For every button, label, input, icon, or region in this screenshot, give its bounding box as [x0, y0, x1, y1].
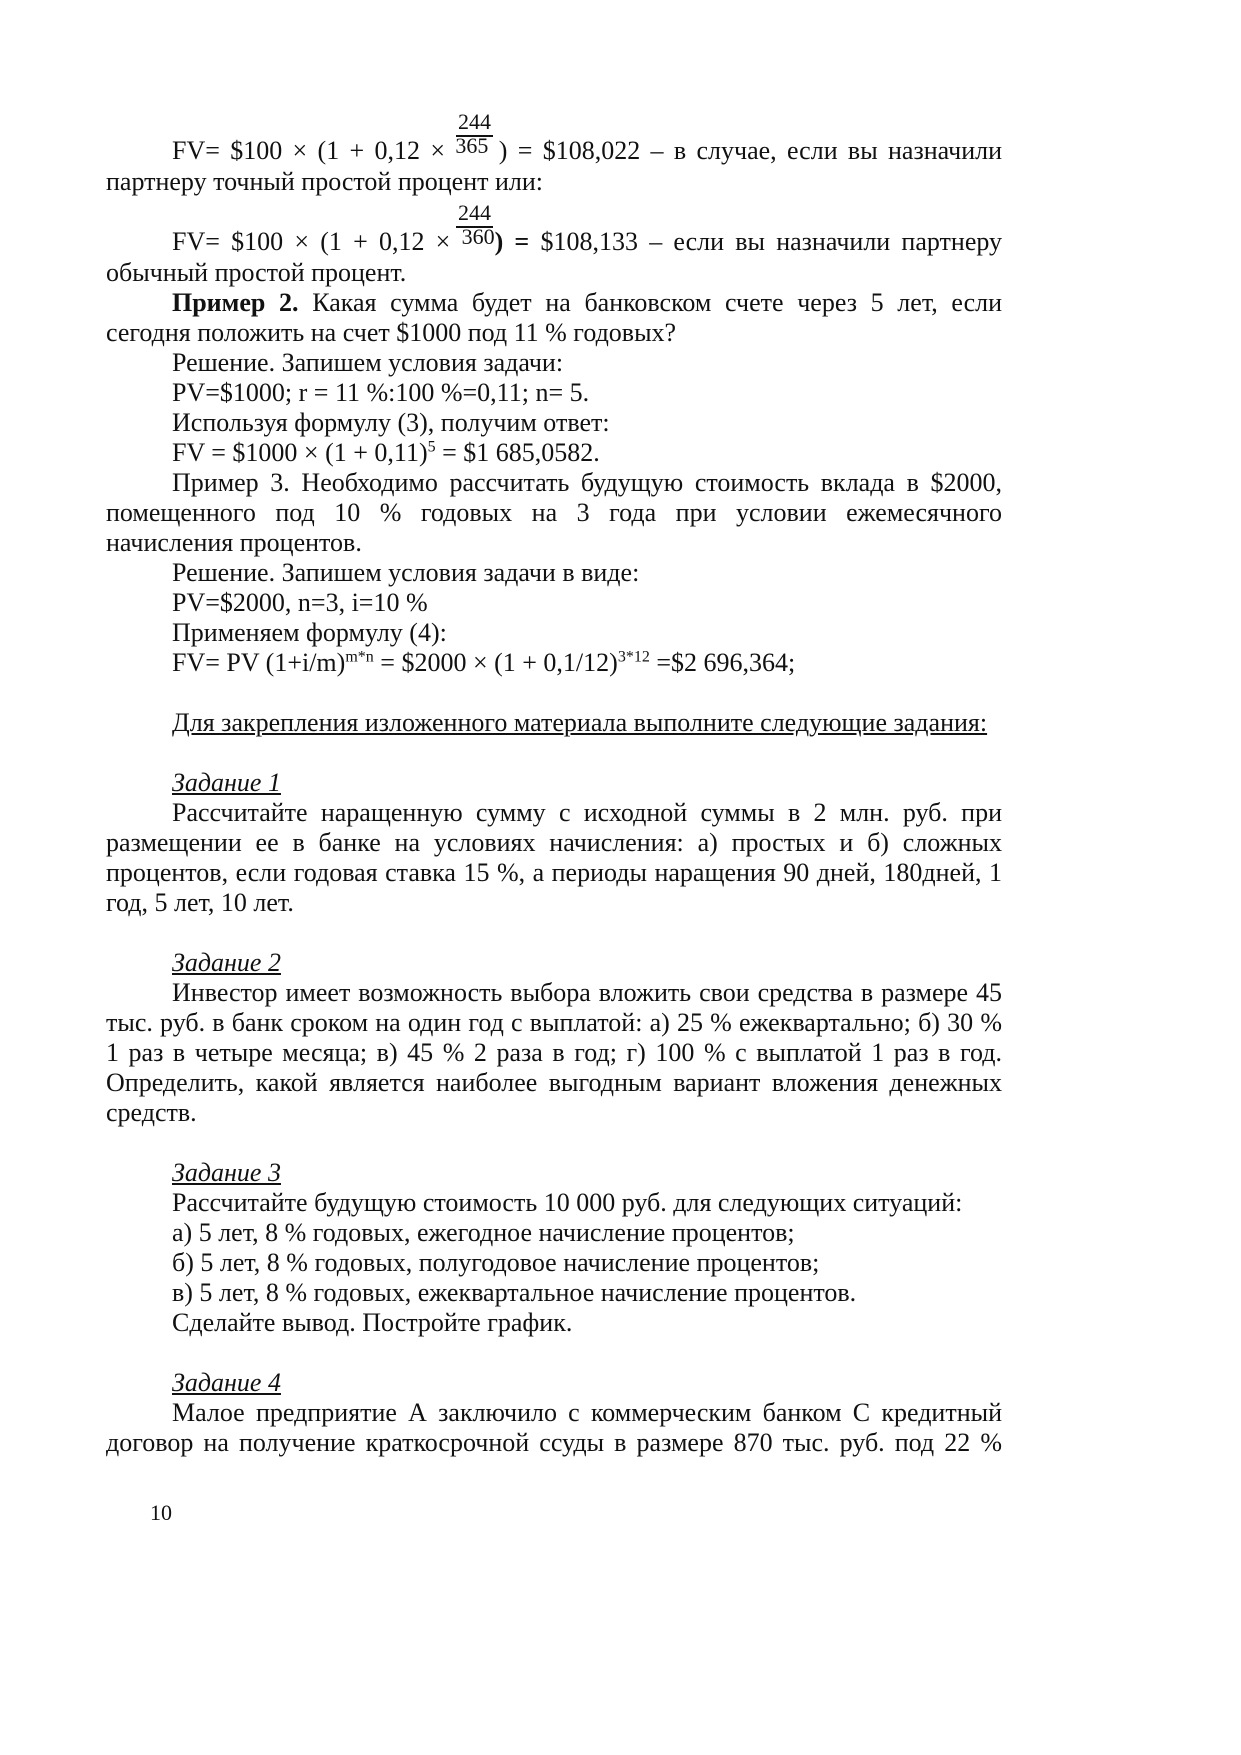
solution-line: Используя формулу (3), получим ответ: [172, 408, 610, 437]
task-line: б) 5 лет, 8 % годовых, полугодовое начисление процентов; [172, 1248, 820, 1277]
task-line: Сделайте вывод. Постройте график. [172, 1308, 573, 1337]
exponent: m*n [345, 648, 374, 666]
solution-line: Решение. Запишем условия задачи: [172, 348, 564, 377]
document-page [106, 106, 1002, 1458]
page-number: 10 [150, 1500, 172, 1525]
formula-text: $108,133 – если вы назначили партнеру обычный простой процент. [106, 227, 1003, 287]
task-text: Малое предприятие А заключило с коммерческим банком С кредитный договор на получение краткосрочной ссуды в размере 870 тыс. руб. под 22 % [106, 1398, 1002, 1457]
task-title: Задание 1 [172, 768, 281, 797]
formula-text: FV= $100 × (1 + 0,12 × [172, 227, 451, 256]
formula-text: ) = $108,022 – в случае, если вы назначили партнеру точный простой процент или: [106, 136, 1003, 196]
solution-line: Решение. Запишем условия задачи в виде: [172, 558, 640, 587]
exponent: 3*12 [617, 648, 650, 666]
example-2 [106, 288, 1002, 348]
numerator: 244 [456, 109, 493, 137]
solution-line: PV=$1000; r = 11 %:100 %=0,11; n= 5. [172, 378, 590, 407]
task-text: Инвестор имеет возможность выбора вложить свои средства в размере 45 тыс. руб. в банк сроком на один год с выплатой: а) 25 % ежеквартально; б) 30 % 1 раз в четыре месяца; в) 45 % 2 раза в год; г) 100 % с выплатой 1 раз в год. Определить, какой является наиболее выгодным вариант вложения денежных средств. [106, 978, 1002, 1127]
denominator: 365 [455, 133, 489, 158]
numerator: 244 [456, 200, 493, 228]
assignments-heading: Для закрепления изложенного материала выполните следующие задания: [172, 708, 988, 737]
formula-text: =$2 696,364; [649, 648, 796, 677]
task-line: Рассчитайте будущую стоимость 10 000 руб. для следующих ситуаций: [172, 1188, 963, 1217]
example-text: Какая сумма будет на банковском счете через 5 лет, если сегодня положить на счет $1000 под 11 % годовых? [106, 288, 1002, 347]
solution-line: PV=$2000, n=3, i=10 % [172, 588, 428, 617]
task-line: а) 5 лет, 8 % годовых, ежегодное начисление процентов; [172, 1218, 795, 1247]
denominator: 360 [461, 224, 495, 249]
formula-text: ) = [494, 227, 530, 256]
solution-line [106, 648, 1002, 678]
task-title: Задание 3 [172, 1158, 281, 1187]
formula-text: FV= $100 × (1 + 0,12 × [172, 136, 446, 165]
solution-line: Применяем формулу (4): [172, 618, 447, 647]
example-label: Пример 2. [172, 288, 299, 317]
formula-exact-interest [106, 133, 1003, 197]
fraction-numerator-line [106, 106, 1002, 136]
task-line: в) 5 лет, 8 % годовых, ежеквартальное начисление процентов. [172, 1278, 857, 1307]
formula-text: = $1 685,0582. [435, 438, 600, 467]
task-title: Задание 4 [172, 1368, 281, 1397]
fraction-numerator-line [106, 197, 1002, 227]
example-3: Пример 3. Необходимо рассчитать будущую стоимость вклада в $2000, помещенного под 10 % годовых на 3 года при условии ежемесячного начисления процентов. [106, 468, 1002, 557]
formula-ordinary-interest [106, 224, 1003, 288]
task-text: Рассчитайте наращенную сумму с исходной суммы в 2 млн. руб. при размещении ее в банке на условиях начисления: а) простых и б) сложных процентов, если годовая ставка 15 %, а периоды наращения 90 дней, 180дней, 1 год, 5 лет, 10 лет. [106, 798, 1002, 917]
solution-line [106, 438, 1002, 468]
formula-text: FV= PV (1+i/m) [172, 648, 346, 677]
formula-text: FV = $1000 × (1 + 0,11) [172, 438, 428, 467]
formula-text: = $2000 × (1 + 0,1/12) [373, 648, 618, 677]
exponent: 5 [427, 438, 436, 456]
task-title: Задание 2 [172, 948, 281, 977]
